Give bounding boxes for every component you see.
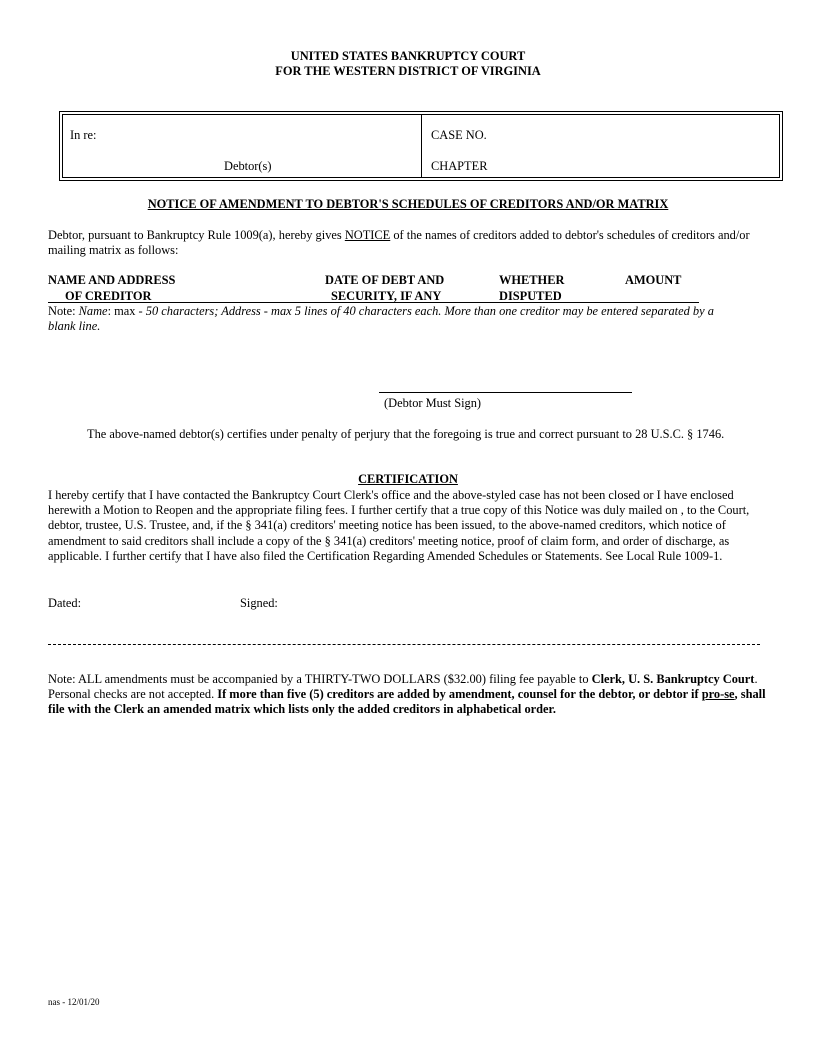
form-footer-code: nas - 12/01/20 bbox=[48, 997, 100, 1007]
column-header-rule bbox=[48, 302, 699, 303]
col-amount bbox=[625, 273, 681, 289]
signature-line bbox=[379, 392, 632, 393]
intro-notice: NOTICE bbox=[344, 228, 391, 242]
perjury-statement: The above-named debtor(s) certifies under penalty of perjury that the foregoing is true and correct pursuant to 28 U.S.C. § 1746. bbox=[87, 427, 725, 441]
intro-text-after: of the names of creditors added to debtor's schedules of creditors and/or mailing matrix as follows: bbox=[48, 228, 750, 258]
col-whether-line1: WHETHER bbox=[499, 273, 565, 287]
fee-note-bold2: , shall file with the Clerk an amended matrix which lists only the added creditors in alphabetical order. bbox=[48, 687, 766, 717]
intro-text-before: Debtor, pursuant to Bankruptcy Rule 1009(a), hereby gives bbox=[48, 228, 345, 242]
note-mid: : max - bbox=[107, 304, 146, 318]
intro-paragraph bbox=[48, 228, 768, 258]
signed-label: Signed: bbox=[240, 596, 278, 610]
col-date-line1: DATE OF DEBT AND bbox=[325, 273, 445, 287]
col-name-line1: NAME AND ADDRESS bbox=[48, 273, 176, 287]
signature-label: (Debtor Must Sign) bbox=[384, 396, 482, 410]
note-rest: 50 characters; Address - max 5 lines of 40 characters each. More than one creditor may be entered separated by a blank line. bbox=[48, 304, 714, 334]
fee-note-prose: pro-se bbox=[701, 687, 735, 702]
col-whether-line2: DISPUTED bbox=[499, 288, 562, 303]
dashed-separator bbox=[48, 644, 760, 646]
entry-note bbox=[48, 304, 728, 334]
fee-note-mid: . Personal checks are not accepted. bbox=[48, 672, 758, 702]
fee-note bbox=[48, 672, 769, 718]
dated-label: Dated: bbox=[48, 596, 82, 610]
court-heading bbox=[0, 49, 816, 79]
debtor-label: Debtor(s) bbox=[224, 159, 272, 173]
court-district: FOR THE WESTERN DISTRICT OF VIRGINIA bbox=[275, 64, 541, 78]
col-date-security bbox=[325, 273, 444, 304]
chapter-label: CHAPTER bbox=[431, 159, 488, 173]
caption-divider bbox=[421, 114, 422, 178]
notice-title: NOTICE OF AMENDMENT TO DEBTOR'S SCHEDULES OF CREDITORS AND/OR MATRIX bbox=[147, 197, 669, 211]
note-prefix: Note: bbox=[48, 304, 79, 318]
col-name-address bbox=[48, 273, 175, 304]
fee-note-bold1: If more than five (5) creditors are added by amendment, counsel for the debtor, or debtor if bbox=[217, 687, 702, 702]
court-name: UNITED STATES BANKRUPTCY COURT bbox=[290, 49, 526, 63]
col-amount-label: AMOUNT bbox=[625, 273, 682, 287]
certification-heading: CERTIFICATION bbox=[358, 472, 458, 486]
note-name-label: Name bbox=[78, 304, 108, 318]
col-date-line2: SECURITY, IF ANY bbox=[331, 288, 442, 303]
col-name-line2: OF CREDITOR bbox=[65, 288, 152, 303]
in-re-label: In re: bbox=[70, 128, 97, 142]
case-no-label: CASE NO. bbox=[431, 128, 487, 142]
col-whether-disputed bbox=[499, 273, 564, 304]
fee-note-prefix: Note: ALL amendments must be accompanied by a THIRTY-TWO DOLLARS ($32.00) filing fee payable to bbox=[48, 672, 592, 686]
certification-body: I hereby certify that I have contacted the Bankruptcy Court Clerk's office and the above-styled case has not been closed or I have enclosed herewith a Motion to Reopen and the appropriate filing fees. I further certify that a true copy of this Notice was duly mailed on , to the Court, debtor, trustee, U.S. Trustee, and, if the § 341(a) creditors' meeting notice has been issued, to the above-named creditors, which notice of amendment to said creditors shall include a copy of the § 341(a) creditors' meeting notice, proof of claim form, and order of discharge, as applicable. I further certify that I have also filed the Certification Regarding Amended Schedules or Statements. See Local Rule 1009-1. bbox=[48, 488, 750, 563]
fee-note-payee: Clerk, U. S. Bankruptcy Court bbox=[591, 672, 755, 686]
